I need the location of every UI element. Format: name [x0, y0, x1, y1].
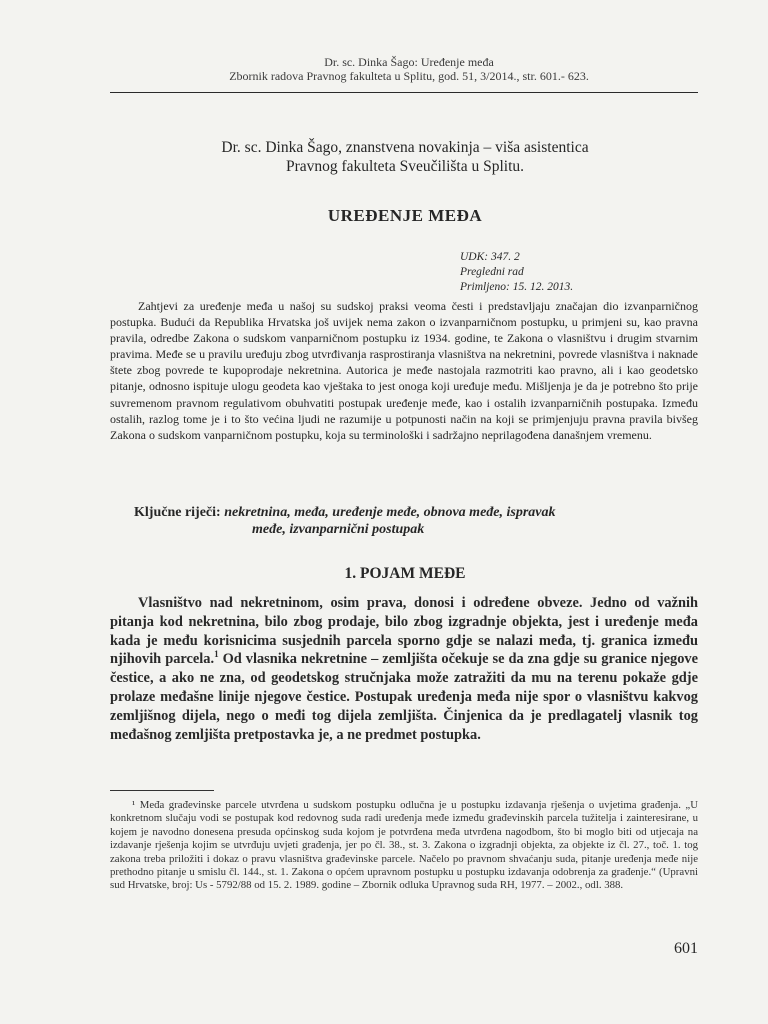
author-line-1: Dr. sc. Dinka Šago, znanstvena novakinja – viša asistentica [221, 139, 589, 156]
keywords-label: Ključne riječi: [134, 505, 221, 520]
keywords [134, 504, 674, 538]
header-rule [110, 92, 698, 93]
body-paragraph [110, 594, 698, 744]
running-head-author-title: Dr. sc. Dinka Šago: Uređenje međa [324, 55, 494, 69]
keywords-line-2: međe, izvanparnični postupak [252, 522, 425, 537]
article-meta [460, 250, 573, 295]
running-head-journal: Zbornik radova Pravnog fakulteta u Splitu, god. 51, 3/2014., str. 601.- 623. [229, 69, 589, 83]
footnote-text: ¹ Međa građevinske parcele utvrđena u sudskom postupku odlučna je u postupku izdavanja rješenja o uvjetima građenja. „U konkretnom slučaju vodi se postupak kod redovnog suda radi uređenja međe između građevinskih parcela tužitelja i zainteresirane, u kojem je navodno donesena presuda općinskog suda kojom je potvrđena međa utvrđena nagodbom, što bi moglo biti od utjecaja na izdavanje rješenja kojim se utvrđuju uvjeti građenja, jer po čl. 38., st. 3. Zakona o izgradnji objekta, za objekte iz čl. 27., toč. 1. tog zakona treba priložiti i dokaz o pravu vlasništva građevinske parcele. Načelo po pravnom shvaćanju suda, pitanje uređenja međe nije prethodno pitanje u smislu čl. 144., st. 1. Zakona o općem upravnom postupku u postupku izdavanja odobrenja za građenje.“ (Upravni sud Hrvatske, broj: Us - 5792/88 od 15. 2. 1989. godine – Zbornik odluka Upravnog suda RH, 1977. – 2002., odl. 388. [110, 799, 698, 892]
section-body [110, 594, 698, 744]
body-text-part-1: Vlasništvo nad nekretninom, osim prava, donosi i određene obveze. Jedno od važnih pitanja kod nekretnina, bilo zbog prodaje, bilo zbog izgradnje objekta, jest i uređenje međa kada je među korisnicima susjednih parcela sporno gdje se nalazi međa, tj. granica između njihovih parcela. [110, 595, 698, 668]
running-head [110, 55, 708, 83]
footnote-reference[interactable]: 1 [214, 649, 219, 660]
abstract [110, 298, 698, 443]
article-title: UREĐENJE MEĐA [327, 206, 483, 225]
article-type: Pregledni rad [460, 266, 524, 278]
footnote-rule [110, 790, 214, 791]
footnote [110, 799, 698, 893]
author-affiliation [110, 138, 700, 176]
author-line-2: Pravnog fakulteta Sveučilišta u Splitu. [285, 158, 525, 175]
section-heading: 1. POJAM MEĐE [344, 565, 466, 582]
udk-code: UDK: 347. 2 [460, 251, 520, 263]
keywords-line-1: nekretnina, međa, uređenje međe, obnova međe, ispravak [224, 505, 556, 520]
page-number: 601 [674, 940, 698, 957]
received-date: Primljeno: 15. 12. 2013. [460, 281, 574, 293]
abstract-text: Zahtjevi za uređenje međa u našoj su sudskoj praksi veoma česti i predstavljaju značajan dio izvanparničnog postupka. Budući da Republika Hrvatska još uvijek nema zakon o izvanparničnom postupku, u primjeni su, kao pravna pravila, odredbe Zakona o sudskom vanparničnom postupku iz 1934. godine, te Zakona o vlasništvu i drugim stvarnim pravima. Međe se u pravilu uređuju zbog utvrđivanja rasprostiranja vlasništva na nekretnini, povrede vlasništva i naknade štete zbog povrede te kupoprodaje nekretnina. Autorica je međe nastojala razmotriti kao pravno, ali i kao geodetsko pitanje, odnosno ispituje ulogu geodeta kao vještaka to jest onoga koji uređuje među. Mišljenja je da je potrebno što prije suvremenom pravnom regulativom obuhvatiti postupak uređenje međe, kao i ostalih izvanparničnih postupaka. Između ostalih, razlog tome je i to što većina ljudi ne razumije u potpunosti način na koji se primjenjuju pravna pravila bivšeg Zakona o sudskom vanparničnom postupku, koja su terminološki i sadržajno neprilagođena današnjem vremenu. [110, 299, 698, 442]
body-text-part-2: Od vlasnika nekretnine – zemljišta očekuje se da zna gdje su granice njegove čestice, a ako ne zna, od geodetskog stručnjaka može zatražiti da mu na terenu pokaže gdje prolaze međašne linije njegove čestice. Postupak uređenja međa nije spor o vlasništvu kakvog zemljišnog dijela, nego o međi tog dijela zemljišta. Činjenica da je predlagatelj vlasnik tog međašnog zemljišta pretpostavka je, a ne predmet postupka. [110, 651, 699, 743]
